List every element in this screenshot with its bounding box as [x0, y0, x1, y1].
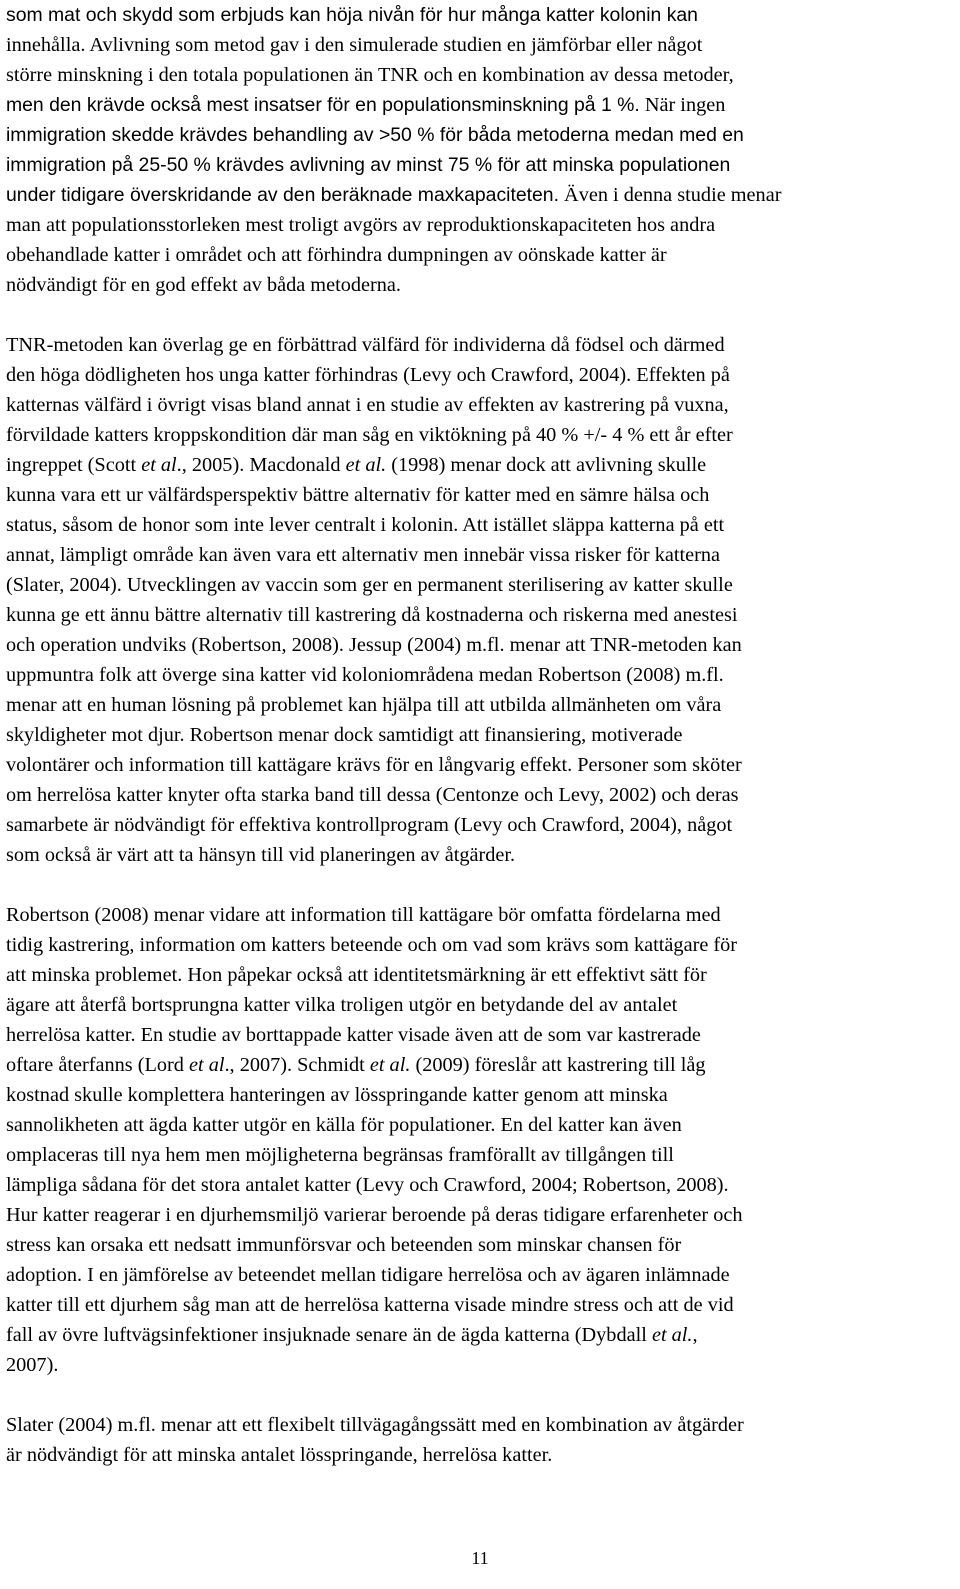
text-line — [6, 90, 954, 120]
text-line — [6, 1080, 954, 1110]
text-line — [6, 390, 954, 420]
italic-text: et al — [141, 454, 177, 476]
text-line — [6, 1320, 954, 1350]
text-segment: (Slater, 2004). Utvecklingen av vaccin som ger en permanent sterilisering av katter skulle — [6, 574, 733, 596]
text-segment: om herrelösa katter knyter ofta starka band till dessa (Centonze och Levy, 2002) och deras — [6, 784, 739, 806]
text-segment: TNR-metoden kan överlag ge en förbättrad välfärd för individerna då födsel och därmed — [6, 334, 725, 356]
text-segment: obehandlade katter i området och att förhindra dumpningen av oönskade katter är — [6, 244, 667, 266]
text-segment: är nödvändigt för att minska antalet lösspringande, herrelösa katter. — [6, 1444, 553, 1466]
paragraph — [6, 900, 954, 1380]
paragraph — [6, 330, 954, 870]
text-segment: ingreppet (Scott — [6, 454, 142, 476]
text-segment: kunna ge ett ännu bättre alternativ till kastrering då kostnaderna och riskerna med anestesi — [6, 604, 738, 626]
italic-text: et al. — [651, 1324, 693, 1346]
text-segment: annat, lämpligt område kan även vara ett alternativ men innebär vissa risker för katterna — [6, 544, 721, 566]
text-segment: och operation undviks (Robertson, 2008). Jessup (2004) m.fl. menar att TNR-metoden kan — [6, 634, 742, 656]
text-segment: adoption. I en jämförelse av beteendet mellan tidigare herrelösa och av ägaren inlämnade — [6, 1264, 730, 1286]
text-segment: Robertson (2008) menar vidare att information till kattägare bör omfatta fördelarna med — [6, 904, 721, 926]
text-line — [6, 420, 954, 450]
text-line — [6, 1260, 954, 1290]
text-line — [6, 690, 954, 720]
text-segment: ägare att återfå bortsprungna katter vilka troligen utgör en betydande del av antalet — [6, 994, 678, 1016]
text-line — [6, 480, 954, 510]
text-segment: som också är värt att ta hänsyn till vid planeringen av åtgärder. — [6, 844, 516, 866]
text-segment: Slater (2004) m.fl. menar att ett flexibelt tillvägagångssätt med en kombination av åtgärder — [6, 1414, 744, 1436]
paragraph-gap — [6, 1380, 954, 1410]
text-line — [6, 840, 954, 870]
text-line — [6, 780, 954, 810]
text-segment: förvildade katters kroppskondition där man såg en viktökning på 40 % +/- 4 % ett år efter — [6, 424, 733, 446]
text-segment: ., 2005). Macdonald — [176, 454, 346, 476]
text-line — [6, 1410, 954, 1440]
text-segment: fall av övre luftvägsinfektioner insjuknade senare än de ägda katterna (Dybdall — [6, 1324, 652, 1346]
text-line — [6, 1200, 954, 1230]
paragraph — [6, 0, 954, 300]
text-line — [6, 1140, 954, 1170]
text-line — [6, 570, 954, 600]
text-line — [6, 0, 954, 30]
text-line — [6, 630, 954, 660]
text-segment: innehålla. Avlivning som metod gav i den simulerade studien en jämförbar eller något — [6, 34, 703, 56]
text-line — [6, 1440, 954, 1470]
text-segment: att minska problemet. Hon påpekar också att identitetsmärkning är ett effektivt sätt för — [6, 964, 707, 986]
text-line — [6, 30, 954, 60]
paragraph-gap — [6, 300, 954, 330]
text-line — [6, 1290, 954, 1320]
text-segment: Även i denna studie menar — [558, 184, 782, 206]
text-line — [6, 540, 954, 570]
italic-text: et al — [189, 1054, 225, 1076]
text-segment: Hur katter reagerar i en djurhemsmiljö varierar beroende på deras tidigare erfarenheter och — [6, 1204, 743, 1226]
text-line — [6, 330, 954, 360]
paragraph — [6, 1410, 954, 1470]
text-segment: När ingen — [639, 94, 726, 116]
text-line — [6, 810, 954, 840]
text-line — [6, 720, 954, 750]
text-segment: status, såsom de honor som inte lever centralt i kolonin. Att istället släppa katterna på ett — [6, 514, 725, 536]
text-segment: uppmuntra folk att överge sina katter vid koloniområdena medan Robertson (2008) m.fl. — [6, 664, 724, 686]
text-segment: kostnad skulle komplettera hanteringen av lösspringande katter genom att minska — [6, 1084, 668, 1106]
text-segment: , — [692, 1324, 698, 1346]
text-segment: immigration skedde krävdes behandling av >50 % för båda metoderna medan med en — [6, 124, 744, 146]
document-body — [6, 0, 954, 1470]
text-line — [6, 1020, 954, 1050]
text-segment: kunna vara ett ur välfärdsperspektiv bättre alternativ för katter med en sämre hälsa och — [6, 484, 710, 506]
text-line — [6, 270, 954, 300]
text-segment: nödvändigt för en god effekt av båda metoderna. — [6, 274, 401, 296]
text-segment: 2007). — [6, 1354, 59, 1376]
text-segment: herrelösa katter. En studie av borttappade katter visade även att de som var kastrerade — [6, 1024, 701, 1046]
text-line — [6, 1050, 954, 1080]
text-segment: den höga dödligheten hos unga katter förhindras (Levy och Crawford, 2004). Effekten på — [6, 364, 730, 386]
text-segment: lämpliga sådana för det stora antalet katter (Levy och Crawford, 2004; Robertson, 2008). — [6, 1174, 729, 1196]
text-segment: volontärer och information till kattägare krävs för en långvarig effekt. Personer som sköter — [6, 754, 742, 776]
text-segment: men den krävde också mest insatser för en populationsminskning på 1 %. — [6, 94, 640, 116]
text-segment: skyldigheter mot djur. Robertson menar dock samtidigt att finansiering, motiverade — [6, 724, 683, 746]
text-line — [6, 180, 954, 210]
text-line — [6, 1350, 954, 1380]
text-line — [6, 750, 954, 780]
page-number: 11 — [471, 1548, 489, 1568]
text-line — [6, 990, 954, 1020]
text-segment: katter till ett djurhem såg man att de herrelösa katterna visade mindre stress och att de vid — [6, 1294, 734, 1316]
text-segment: immigration på 25-50 % krävdes avlivning av minst 75 % för att minska populationen — [6, 154, 731, 176]
text-segment: som mat och skydd som erbjuds kan höja nivån för hur många katter kolonin kan — [6, 4, 698, 26]
text-line — [6, 60, 954, 90]
text-line — [6, 120, 954, 150]
italic-text: et al. — [369, 1054, 411, 1076]
paragraph-gap — [6, 870, 954, 900]
text-line — [6, 510, 954, 540]
text-segment: omplaceras till nya hem men möjligheterna begränsas framförallt av tillgången till — [6, 1144, 674, 1166]
text-segment: större minskning i den totala populationen än TNR och en kombination av dessa metoder, — [6, 64, 734, 86]
text-line — [6, 960, 954, 990]
text-segment: oftare återfanns (Lord — [6, 1054, 189, 1076]
text-segment: sannolikheten att ägda katter utgör en källa för populationer. En del katter kan även — [6, 1114, 682, 1136]
italic-text: et al. — [345, 454, 387, 476]
text-line — [6, 240, 954, 270]
text-line — [6, 1110, 954, 1140]
text-line — [6, 1230, 954, 1260]
text-segment: (2009) föreslår att kastrering till låg — [410, 1054, 706, 1076]
text-segment: katternas välfärd i övrigt visas bland annat i en studie av effekten av kastrering på vuxna, — [6, 394, 729, 416]
text-segment: samarbete är nödvändigt för effektiva kontrollprogram (Levy och Crawford, 2004), något — [6, 814, 733, 836]
text-line — [6, 360, 954, 390]
text-line — [6, 150, 954, 180]
text-line — [6, 900, 954, 930]
text-segment: man att populationsstorleken mest troligt avgörs av reproduktionskapaciteten hos andra — [6, 214, 716, 236]
text-segment: (1998) menar dock att avlivning skulle — [386, 454, 707, 476]
text-segment: under tidigare överskridande av den beräknade maxkapaciteten. — [6, 184, 559, 206]
text-line — [6, 1170, 954, 1200]
text-line — [6, 210, 954, 240]
text-line — [6, 450, 954, 480]
text-segment: ., 2007). Schmidt — [224, 1054, 370, 1076]
text-line — [6, 600, 954, 630]
text-line — [6, 660, 954, 690]
text-line — [6, 930, 954, 960]
text-segment: stress kan orsaka ett nedsatt immunförsvar och beteenden som minskar chansen för — [6, 1234, 682, 1256]
text-segment: tidig kastrering, information om katters beteende och om vad som krävs som kattägare för — [6, 934, 738, 956]
text-segment: menar att en human lösning på problemet kan hjälpa till att utbilda allmänheten om våra — [6, 694, 722, 716]
